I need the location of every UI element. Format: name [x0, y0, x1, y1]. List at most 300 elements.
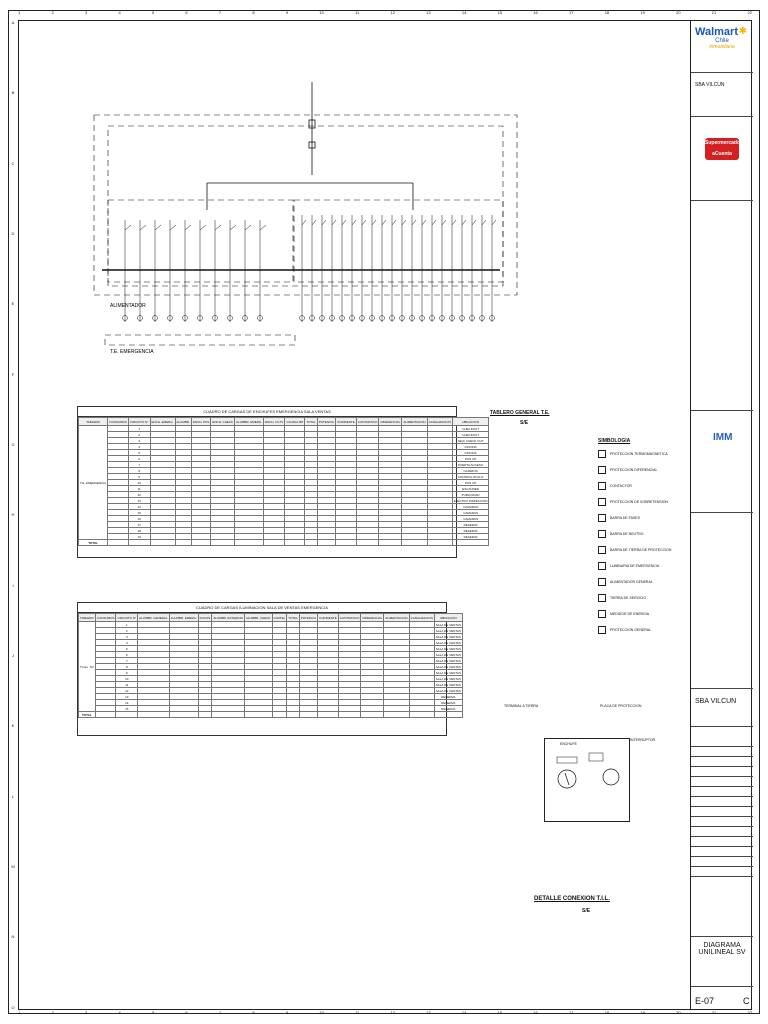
circuit-cell: 19 — [128, 534, 150, 540]
grid-tick: 11 — [355, 10, 360, 15]
legend-item-label: TIERRA DE SERVICIO — [610, 596, 647, 600]
grid-tick: 4 — [118, 1010, 121, 1015]
feeder-line — [472, 220, 476, 225]
column-header: ALIMENTACION — [403, 419, 426, 424]
lighting-table-title: CUADRO DE CARGAS ILUMINACION SALA DE VENTAS EMERGENCIA — [78, 603, 446, 613]
circuit-cell: 4 — [128, 444, 150, 450]
revision-row — [691, 866, 753, 867]
legend-symbol-icon — [598, 530, 606, 538]
emergency-table-grid — [78, 417, 489, 546]
location-cell: SALA DE VENTAS — [435, 646, 461, 651]
cell — [128, 540, 150, 546]
circuit-cell: 15 — [116, 706, 138, 712]
grid-tick: 1 — [18, 1010, 21, 1015]
legend-item — [598, 594, 686, 602]
location-cell: SELF CHECK OUT — [452, 438, 489, 444]
project-small: SBA VILCUN — [695, 82, 725, 88]
legend-item-label: CONTACTOR — [610, 484, 632, 488]
feeder-line — [372, 220, 376, 225]
grid-tick: G — [11, 442, 15, 448]
location-cell: SALA DE VENTAS — [435, 628, 461, 633]
grid-tick: 2 — [51, 10, 54, 15]
location-cell: RESERVA — [452, 522, 489, 528]
column-header: ALUMBR. GENERAL — [139, 615, 168, 620]
location-cell: CAMARAS — [452, 516, 489, 522]
location-cell: ESCANNER — [452, 486, 489, 492]
feeder-line — [302, 220, 306, 225]
grid-tick: 18 — [604, 10, 610, 15]
legend-symbol-icon — [598, 546, 606, 554]
grid-tick: M — [11, 864, 15, 870]
circuit-cell: 2 — [116, 628, 138, 634]
grid-tick: L — [11, 793, 15, 799]
legend-item-label: MEDIDOR DE ENERGIA — [610, 612, 650, 616]
grid-tick: 5 — [151, 1010, 155, 1015]
grid-tick: 5 — [151, 10, 155, 15]
feeder-line — [462, 220, 466, 225]
circuit-cell: 12 — [128, 492, 150, 498]
circuit-cell: 10 — [116, 676, 138, 682]
circuit-cell: 9 — [128, 474, 150, 480]
circuit-cell: 16 — [128, 516, 150, 522]
grid-tick: 14 — [461, 10, 467, 15]
legend-item-label: PROTECCION GENERAL — [610, 628, 652, 632]
walmart-logo: ✱ Walmart Chile Inmobiliaria — [695, 26, 747, 50]
column-header: ALUMBR. EMERG. — [170, 615, 197, 620]
circuit-cell: 4 — [116, 640, 138, 646]
cell — [211, 540, 235, 546]
location-cell: RESERVA — [434, 694, 462, 700]
legend-symbol-icon — [598, 610, 606, 618]
title-block — [690, 20, 752, 1010]
grid-tick: 22 — [747, 10, 752, 15]
circuit-cell: 2 — [128, 432, 150, 438]
legend-symbol-icon — [598, 594, 606, 602]
legend-symbol-icon — [598, 450, 606, 458]
grid-tick: N — [11, 934, 15, 940]
grid-tick: 17 — [568, 1010, 574, 1015]
location-cell: CAJEROS — [452, 468, 489, 474]
grid-tick: 6 — [185, 1010, 188, 1015]
detail-scale: S/E — [582, 908, 591, 914]
grid-tick: 12 — [390, 10, 395, 15]
location-cell: CAMARAS — [452, 504, 489, 510]
cell — [336, 540, 357, 546]
cell — [427, 540, 452, 546]
grid-tick: E — [11, 301, 15, 307]
circuit-cell: 5 — [116, 646, 138, 652]
feeder-line — [200, 225, 206, 230]
cell — [175, 540, 191, 546]
total-row — [79, 712, 463, 718]
feeder-line — [332, 220, 336, 225]
cell — [272, 712, 287, 718]
revision-row — [691, 796, 753, 797]
drawing-title: DIAGRAMA UNILINEAL SV — [698, 942, 746, 956]
legend-symbol-icon — [598, 626, 606, 634]
column-header: TABLERO — [80, 615, 94, 620]
grid-tick: K — [11, 723, 15, 729]
table-header-row — [79, 614, 463, 622]
feeder-line — [442, 220, 446, 225]
location-cell: CONTROL ROLLO — [452, 474, 489, 480]
feeder-line — [215, 225, 221, 230]
grid-tick: I — [12, 582, 14, 588]
cell — [116, 712, 138, 718]
legend-item — [598, 546, 686, 554]
circuit-cell: 11 — [128, 486, 150, 492]
column-header: CAUDAL BP — [286, 419, 304, 424]
circuit-cell: 17 — [128, 522, 150, 528]
location-cell: RESERVA — [452, 534, 489, 540]
location-cell: SALA DE VENTAS — [435, 640, 461, 645]
table-header-row — [79, 418, 489, 426]
symbol-legend — [598, 438, 686, 642]
grid-tick: 3 — [84, 10, 88, 15]
legend-item — [598, 482, 686, 490]
grid-tick: J — [12, 653, 14, 659]
legend-item-label: PROTECCION TERMOMAGNETICA — [610, 452, 668, 456]
feeder-line — [342, 220, 346, 225]
location-cell: CAMARAS — [452, 510, 489, 516]
location-cell: CHECKOUT — [452, 432, 489, 438]
revision-row — [691, 816, 753, 817]
grid-tick: 1 — [18, 10, 21, 15]
circuit-cell: 1 — [116, 622, 138, 628]
legend-title: SIMBOLOGIA — [598, 438, 631, 444]
grid-tick: 8 — [252, 1010, 255, 1015]
feeder-line — [492, 220, 496, 225]
circuit-cell: 7 — [116, 658, 138, 664]
cell — [244, 712, 272, 718]
column-header: CONSUMOS — [109, 419, 127, 424]
location-cell: PUERTA ACCESO — [452, 462, 489, 468]
circuit-cell: 8 — [128, 468, 150, 474]
cell — [198, 712, 212, 718]
legend-item — [598, 562, 686, 570]
legend-item — [598, 498, 686, 506]
grid-tick: 15 — [497, 10, 503, 15]
column-header: CARTEL — [273, 615, 286, 620]
circuit-cell: 15 — [128, 510, 150, 516]
top-grid-ruler — [18, 10, 752, 20]
location-cell: SALA DE VENTAS — [435, 670, 461, 675]
location-cell: RESERVA — [434, 706, 462, 712]
legend-item-label: ALIMENTADOR GENERAL — [610, 580, 653, 584]
column-header: TOTAL — [288, 615, 298, 620]
legend-symbol-icon — [598, 482, 606, 490]
column-header: CIRCUITO N° — [117, 615, 137, 620]
cell — [402, 540, 427, 546]
legend-item — [598, 530, 686, 538]
grid-tick: 4 — [118, 10, 121, 15]
column-header: DIFERENCIAL — [380, 419, 401, 424]
cell — [384, 712, 409, 718]
cell — [191, 540, 211, 546]
feeder-line — [352, 220, 356, 225]
grid-tick: C — [11, 160, 15, 166]
column-header: FOCOS — [199, 615, 211, 620]
column-header: TABLERO — [79, 418, 108, 426]
store-logo: Supermercado aCuenta — [705, 138, 739, 160]
circuit-cell: 13 — [116, 694, 138, 700]
location-cell: SALA DE VENTAS — [435, 622, 461, 627]
column-header: ALUMBR. EMERG. — [236, 419, 263, 424]
legend-symbol-icon — [598, 466, 606, 474]
revision-letter: C — [743, 996, 750, 1006]
cell — [318, 712, 339, 718]
revision-row — [691, 836, 753, 837]
spark-icon: ✱ — [738, 26, 747, 37]
cell — [285, 540, 305, 546]
column-header: ENCH. EMERG. — [151, 419, 174, 424]
cell — [452, 540, 489, 546]
column-header: ALUMBR. EXTERIOR — [213, 615, 243, 620]
column-header: ENCH. CCTV — [265, 419, 284, 424]
grid-tick: 19 — [640, 10, 645, 15]
imm-logo: IMM — [713, 432, 733, 443]
feeder-line — [312, 220, 316, 225]
legend-item-label: LUMINARIA DE EMERGENCIA — [610, 564, 660, 568]
legend-item-label: PROTECCION DIFERENCIAL — [610, 468, 658, 472]
column-header: CORRIENTE — [337, 419, 355, 424]
location-cell: SALA DE VENTAS — [435, 664, 461, 669]
location-cell: POS UP — [452, 456, 489, 462]
circuit-cell: 12 — [116, 688, 138, 694]
cell — [434, 712, 462, 718]
grid-tick: 13 — [426, 10, 431, 15]
feeder-line — [362, 220, 366, 225]
location-cell: PUBLICIDAD — [452, 492, 489, 498]
feeder-line — [422, 220, 426, 225]
grid-tick: B — [11, 90, 15, 96]
grid-tick: 14 — [461, 1010, 467, 1015]
grid-tick: 10 — [319, 10, 324, 15]
feeder-line — [170, 225, 176, 230]
grid-tick: 18 — [604, 1010, 610, 1015]
location-cell: OFICINA — [452, 444, 489, 450]
legend-symbol-icon — [598, 498, 606, 506]
grid-tick: 6 — [185, 10, 188, 15]
circuit-cell: 11 — [116, 682, 138, 688]
column-header: CANALIZACION — [410, 615, 433, 620]
feeder-line — [140, 225, 146, 230]
legend-item — [598, 610, 686, 618]
single-line-diagram — [80, 60, 530, 360]
feeder-line — [432, 220, 436, 225]
feeder-line — [125, 225, 131, 230]
feeder-line — [392, 220, 396, 225]
grid-tick: D — [11, 231, 15, 237]
location-cell: SALA DE VENTAS — [435, 676, 461, 681]
legend-symbol-icon — [598, 578, 606, 586]
grid-tick: 20 — [676, 1010, 681, 1015]
total-label: TOTAL — [79, 712, 96, 718]
grid-tick: 20 — [676, 10, 681, 15]
cell — [409, 712, 434, 718]
lighting-load-table — [77, 602, 461, 736]
cell — [299, 712, 317, 718]
location-cell: SALA DE VENTAS — [435, 682, 461, 687]
cell — [287, 712, 299, 718]
grid-tick: H — [11, 512, 15, 518]
location-cell: RESERVA — [452, 528, 489, 534]
column-header: AUTOMATICO — [357, 419, 378, 424]
column-header: ENCH. POS — [192, 419, 210, 424]
detail-label-2: PLACA DE PROTECCION — [600, 704, 642, 708]
grid-tick: 7 — [218, 1010, 222, 1015]
grid-tick: 7 — [218, 10, 222, 15]
left-grid-ruler — [8, 20, 18, 1010]
column-header: ENCH. CHECK — [212, 419, 234, 424]
circuit-cell: 8 — [116, 664, 138, 670]
column-header: ALIMENTACION — [385, 615, 408, 620]
legend-item — [598, 578, 686, 586]
grid-tick: 10 — [319, 1010, 324, 1015]
cell — [379, 540, 402, 546]
grid-tick: 17 — [568, 10, 574, 15]
feeder-line — [230, 225, 236, 230]
revision-row — [691, 786, 753, 787]
column-header: CIRCUITO N° — [129, 419, 149, 424]
legend-item — [598, 450, 686, 458]
location-cell: OFICINA — [452, 450, 489, 456]
location-cell: POS UP — [452, 480, 489, 486]
location-cell: SALA DE VENTAS — [435, 652, 461, 657]
circuit-cell: 9 — [116, 670, 138, 676]
location-cell: SALA DE VENTAS — [435, 658, 461, 663]
grid-tick: 9 — [285, 1010, 289, 1015]
legend-item — [598, 514, 686, 522]
circuit-cell: 3 — [128, 438, 150, 444]
location-cell: CHECKOUT — [452, 426, 489, 432]
revision-row — [691, 756, 753, 757]
grid-tick: 13 — [426, 1010, 431, 1015]
detail-label-4: INTERRUPTOR — [630, 738, 656, 742]
revision-row — [691, 856, 753, 857]
legend-symbol-icon — [598, 514, 606, 522]
grid-tick: 16 — [533, 10, 538, 15]
grid-tick: 3 — [84, 1010, 88, 1015]
column-header: ALUMBR. — [176, 419, 190, 424]
panel-name-cell: T.Ilum. SV — [79, 622, 96, 712]
location-cell: RESERVA — [434, 700, 462, 706]
svg-text:ALIMENTADOR: ALIMENTADOR — [110, 303, 146, 309]
grid-tick: F — [11, 371, 15, 377]
grid-tick: O — [11, 1004, 15, 1010]
feeder-line — [412, 220, 416, 225]
revision-row — [691, 826, 753, 827]
legend-item-label: BARRA DE FASES — [610, 516, 640, 520]
feeder-line — [382, 220, 386, 225]
revision-row — [691, 806, 753, 807]
svg-text:T.E. EMERGENCIA: T.E. EMERGENCIA — [110, 349, 154, 355]
legend-symbol-icon — [598, 562, 606, 570]
cell — [95, 712, 116, 718]
grid-tick: 21 — [711, 10, 717, 15]
feeder-line — [245, 225, 251, 230]
grid-tick: 21 — [711, 1010, 717, 1015]
location-cell: SALA DE VENTAS — [435, 688, 461, 693]
location-cell: ELECTRO INSPECCION — [453, 498, 488, 503]
column-header: TOTAL — [306, 419, 316, 424]
panel-note-title: TABLERO GENERAL T.E. — [490, 410, 550, 416]
connection-detail — [544, 738, 630, 822]
grid-tick: 12 — [390, 1010, 395, 1015]
location-cell: SALA DE VENTAS — [435, 634, 461, 639]
circuit-cell: 6 — [128, 456, 150, 462]
feeder-line — [260, 225, 266, 230]
column-header: CANALIZACION — [428, 419, 451, 424]
grid-tick: 15 — [497, 1010, 503, 1015]
cell — [138, 712, 170, 718]
legend-item-label: BARRA DE NEUTRO — [610, 532, 644, 536]
cell — [264, 540, 285, 546]
circuit-cell: 5 — [128, 450, 150, 456]
lighting-table-grid — [78, 613, 463, 718]
circuit-cell: 6 — [116, 652, 138, 658]
column-header: UBICACION — [434, 614, 462, 622]
grid-tick: A — [11, 20, 15, 25]
circuit-cell: 18 — [128, 528, 150, 534]
sheet-number: E-07 — [695, 996, 715, 1006]
total-label: TOTAL — [79, 540, 108, 546]
revision-row — [691, 876, 753, 877]
grid-tick: 16 — [533, 1010, 538, 1015]
panel-name-cell: T.E. EMERGENCIA — [79, 426, 108, 540]
cell — [361, 712, 384, 718]
feeder-line — [185, 225, 191, 230]
legend-item — [598, 466, 686, 474]
revision-row — [691, 746, 753, 747]
column-header: ALUMBR. CHECK — [245, 615, 271, 620]
revision-row — [691, 776, 753, 777]
legend-item-label: PROTECCION DE SOBRETENSION — [610, 500, 668, 504]
cell — [212, 712, 245, 718]
column-header: POTENCIA — [300, 615, 317, 620]
legend-item — [598, 626, 686, 634]
grid-tick: 8 — [252, 10, 255, 15]
cell — [317, 540, 335, 546]
circuit-cell: 14 — [128, 504, 150, 510]
grid-tick: 11 — [355, 1010, 360, 1015]
feeder-line — [452, 220, 456, 225]
legend-item-label: BARRA DE TIERRA DE PROTECCION — [610, 548, 672, 552]
circuit-cell: 3 — [116, 634, 138, 640]
feeder-line — [482, 220, 486, 225]
emergency-load-table — [77, 406, 488, 558]
feeder-line — [322, 220, 326, 225]
feeder-line — [402, 220, 406, 225]
cell — [150, 540, 175, 546]
column-header: CONSUMOS — [96, 615, 115, 620]
grid-tick: 2 — [51, 1010, 54, 1015]
cell — [356, 540, 379, 546]
circuit-cell: 14 — [116, 700, 138, 706]
column-header: UBICACION — [452, 418, 489, 426]
circuit-cell: 1 — [128, 426, 150, 432]
column-header: POTENCIA — [318, 419, 335, 424]
grid-tick: 22 — [747, 1010, 752, 1015]
circuit-cell: 7 — [128, 462, 150, 468]
column-header: DIFERENCIAL — [362, 615, 383, 620]
cell — [305, 540, 317, 546]
bottom-grid-ruler — [18, 1010, 752, 1020]
circuit-cell: 13 — [128, 498, 150, 504]
grid-tick: 9 — [285, 10, 289, 15]
column-header: AUTOMATICO — [339, 615, 360, 620]
project-name: SBA VILCUN — [695, 698, 737, 705]
